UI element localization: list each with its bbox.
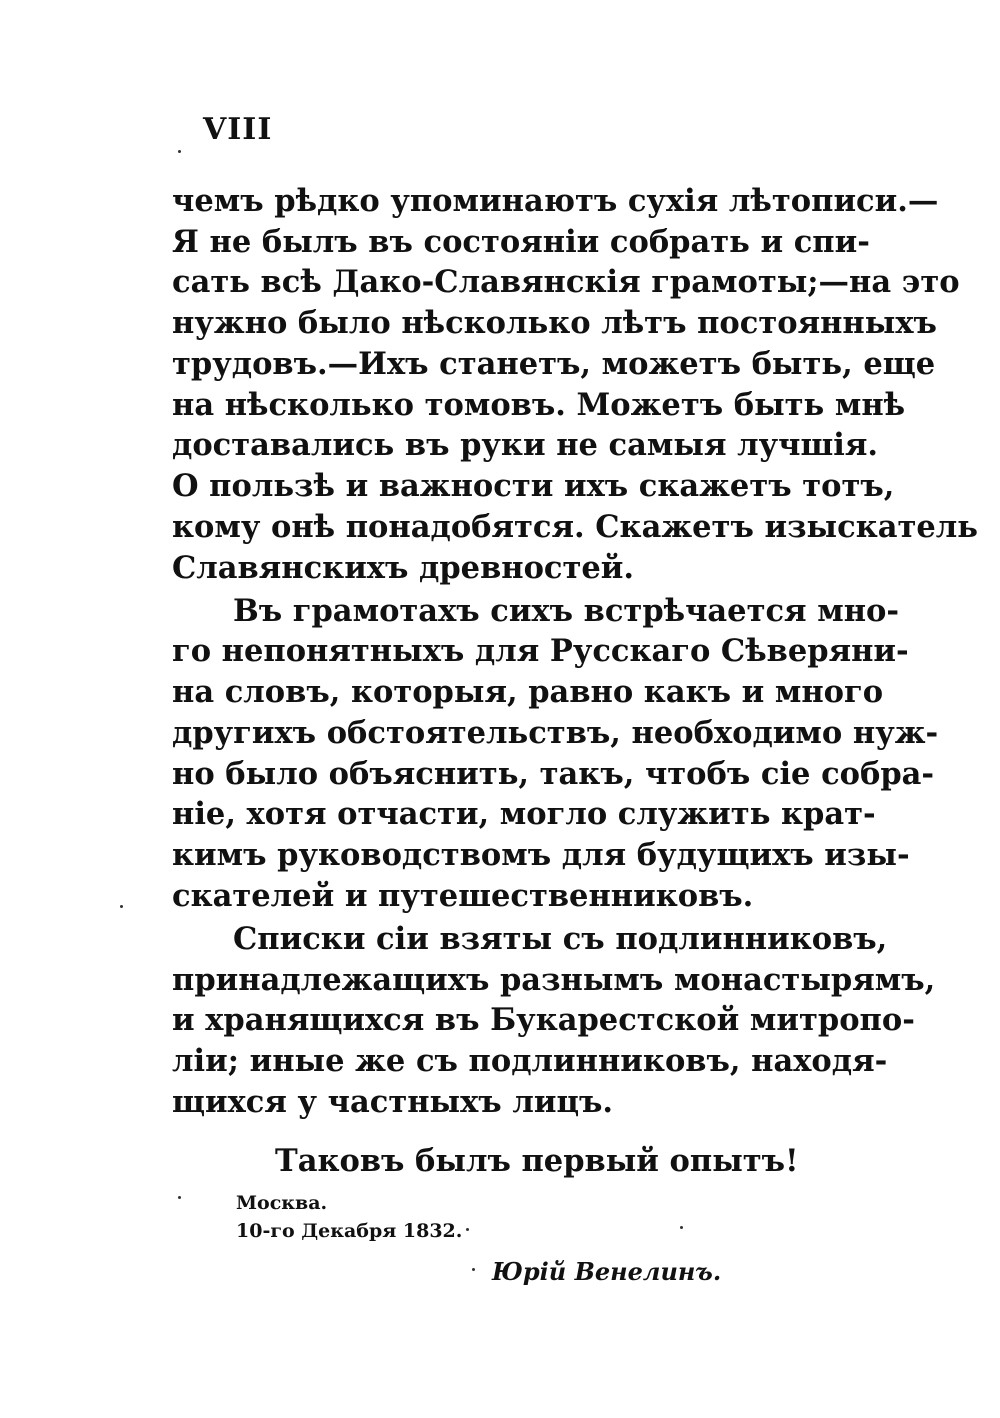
text-line: Славянскихъ древностей. [172, 550, 635, 586]
text-line: Я не былъ въ состояніи собрать и спи- [172, 224, 870, 260]
text-line: но было объяснить, такъ, чтобъ сіе собра- [172, 756, 935, 792]
text-line: скателей и путешественниковъ. [172, 878, 754, 914]
scan-speck [466, 1228, 469, 1231]
text-line: другихъ обстоятельствъ, необходимо нуж- [172, 715, 939, 751]
text-line: на словъ, которыя, равно какъ и много [172, 674, 884, 710]
text-line: трудовъ.—Ихъ станетъ, можетъ быть, еще [172, 346, 936, 382]
text-line: чемъ рѣдко упоминаютъ сухія лѣтописи.— [172, 183, 939, 219]
text-line: Списки сіи взяты съ подлинниковъ, [233, 921, 888, 957]
text-line: щихся у частныхъ лицъ. [172, 1084, 613, 1120]
text-line: кимъ руководствомъ для будущихъ изы- [172, 837, 910, 873]
text-line: кому онѣ понадобятся. Скажетъ изыскатель [172, 509, 978, 545]
text-line: го непонятныхъ для Русскаго Сѣверяни- [172, 633, 909, 669]
text-line: О пользѣ и важности ихъ скажетъ тотъ, [172, 468, 895, 504]
text-line: нужно было нѣсколько лѣтъ постоянныхъ [172, 305, 937, 341]
scan-speck [472, 1268, 475, 1271]
text-line: Въ грамотахъ сихъ встрѣчается мно- [233, 593, 900, 629]
scan-speck [680, 1226, 683, 1229]
text-line: ліи; иные же съ подлинниковъ, находя- [172, 1043, 888, 1079]
closing-line: Таковъ былъ первый опытъ! [275, 1143, 799, 1179]
place: Москва. [236, 1192, 328, 1214]
text-line: ніе, хотя отчасти, могло служить крат- [172, 796, 876, 832]
date: 10-го Декабря 1832. [236, 1220, 463, 1242]
text-line: принадлежащихъ разнымъ монастырямъ, [172, 962, 936, 998]
text-line: доставались въ руки не самыя лучшія. [172, 427, 878, 463]
scan-speck [178, 150, 181, 153]
text-line: на нѣсколько томовъ. Можетъ быть мнѣ [172, 387, 906, 423]
scan-speck [178, 1196, 181, 1199]
signature: Юрій Венелинъ. [492, 1257, 722, 1286]
page-number: VIII [203, 112, 273, 147]
text-line: сать всѣ Дако-Славянскія грамоты;—на это [172, 264, 960, 300]
scan-speck [120, 905, 123, 908]
text-line: и хранящихся въ Букарестской митропо- [172, 1002, 915, 1038]
